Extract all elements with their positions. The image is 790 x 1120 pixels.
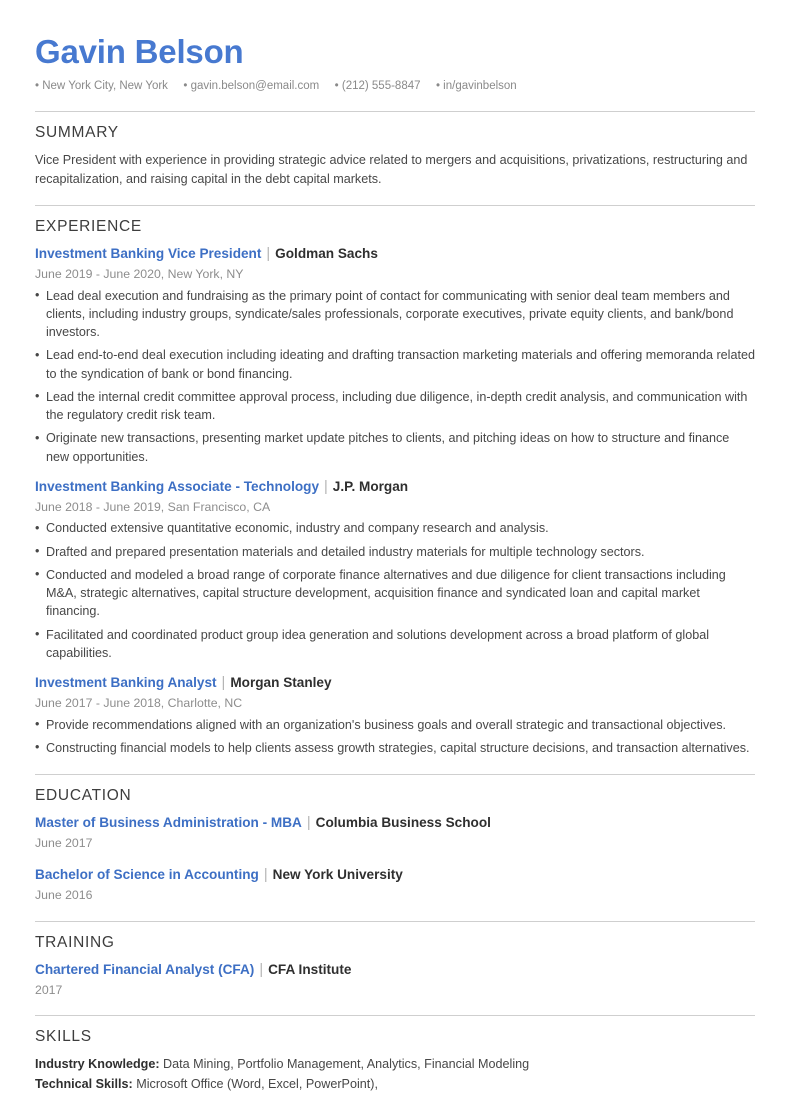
title-org-separator: | [259,961,264,978]
education-entry [35,814,755,851]
job-dates-location: June 2018 - June 2019, San Francisco, CA [35,499,271,514]
skill-values: Microsoft Office (Word, Excel, PowerPoint), [132,1076,378,1091]
section-title-education: EDUCATION [35,787,132,805]
section-experience [35,205,755,757]
contact-bullet-icon: • [334,80,339,93]
contact-location: New York City, New York [42,80,168,93]
section-divider [35,774,755,775]
title-org-separator: | [263,867,268,884]
list-item: • Originate new transactions, presenting market update pitches to clients, and pitching ideas on how to structure and finance new opportunities. [35,429,755,466]
entry-heading [35,814,755,833]
degree-title: Master of Business Administration - MBA [35,815,302,831]
experience-entry [35,245,755,466]
training-date: 2017 [35,982,63,997]
company-name: Goldman Sachs [275,246,378,262]
degree-title: Bachelor of Science in Accounting [35,867,259,883]
section-title-training: TRAINING [35,933,115,951]
list-item: • Conducted extensive quantitative economic, industry and company research and analysis. [35,519,755,537]
certification-title: Chartered Financial Analyst (CFA) [35,961,255,977]
job-bullet-list [35,519,755,662]
section-skills [35,1015,755,1093]
section-divider [35,111,755,112]
job-dates-location: June 2017 - June 2018, Charlotte, NC [35,695,243,710]
title-org-separator: | [324,478,328,495]
issuer-name: CFA Institute [268,961,352,977]
job-title: Investment Banking Vice President [35,246,262,262]
summary-text: Vice President with experience in providing strategic advice related to mergers and acquisitions, privatizations, restructuring and recapitalization, and raising capital in the debt capital markets. [35,153,748,186]
education-date: June 2016 [35,888,93,903]
skill-line [35,1055,755,1074]
job-bullet-list [35,287,755,466]
school-name: Columbia Business School [315,815,491,831]
list-item: • Provide recommendations aligned with an organization's business goals and overall strategic and transactional objectives. [35,716,755,734]
section-training [35,921,755,998]
company-name: Morgan Stanley [230,675,332,691]
section-summary [35,111,755,188]
contact-email[interactable]: gavin.belson@email.com [190,80,320,93]
list-item: • Conducted and modeled a broad range of corporate finance alternatives and due diligence for client transactions including M&A, strategic alternatives, capital structure development, acquisition finance and syndicated loan and capital market financing. [35,566,755,621]
training-entry [35,961,755,998]
title-org-separator: | [306,815,311,832]
list-item: • Facilitated and coordinated product group idea generation and solutions development across a broad platform of global capabilities. [35,626,755,663]
title-org-separator: | [266,246,271,263]
job-dates-location: June 2019 - June 2020, New York, NY [35,267,244,282]
section-education [35,774,755,904]
candidate-name: Gavin Belson [35,33,244,70]
contact-line [35,79,755,94]
list-item: • Constructing financial models to help clients assess growth strategies, capital structure decisions, and transaction alternatives. [35,739,755,757]
section-divider [35,205,755,206]
education-date: June 2017 [35,835,93,850]
list-item: • Lead deal execution and fundraising as the primary point of contact for communicating with senior deal team members and clients, including industry groups, syndicate/sales professionals, corporate executives, private equity clients, and bank/bond investors. [35,287,755,342]
skill-values: Data Mining, Portfolio Management, Analytics, Financial Modeling [159,1057,530,1072]
list-item: • Lead end-to-end deal execution including ideating and drafting transaction marketing materials and offering memoranda related to the syndication of bank or bond financing. [35,346,755,383]
section-title-summary: SUMMARY [35,124,119,142]
job-bullet-list [35,716,755,758]
contact-linkedin[interactable]: in/gavinbelson [443,80,517,93]
section-divider [35,1015,755,1016]
section-title-skills: SKILLS [35,1028,92,1046]
title-org-separator: | [221,675,226,692]
contact-bullet-icon: • [35,80,40,93]
job-title: Investment Banking Analyst [35,675,217,691]
section-divider [35,921,755,922]
experience-entry [35,478,755,662]
entry-heading [35,866,755,885]
contact-bullet-icon: • [183,80,188,93]
entry-heading [35,674,755,693]
contact-bullet-icon: • [435,80,440,93]
school-name: New York University [272,867,403,883]
education-entry [35,866,755,903]
company-name: J.P. Morgan [332,478,409,494]
resume-header [35,0,755,94]
contact-phone: (212) 555-8847 [341,80,421,93]
job-title: Investment Banking Associate - Technology [35,478,320,494]
experience-entry [35,674,755,757]
list-item: • Lead the internal credit committee approval process, including due diligence, in-depth credit analysis, and communication with the regulatory credit risk team. [35,388,755,425]
entry-heading [35,478,755,497]
section-title-experience: EXPERIENCE [35,218,142,236]
entry-heading [35,961,755,980]
skill-category-label: Industry Knowledge: [35,1057,160,1072]
entry-heading [35,245,755,264]
skill-category-label: Technical Skills: [35,1076,133,1091]
list-item: • Drafted and prepared presentation materials and detailed industry materials for multiple technology sectors. [35,543,755,561]
skill-line [35,1075,755,1094]
